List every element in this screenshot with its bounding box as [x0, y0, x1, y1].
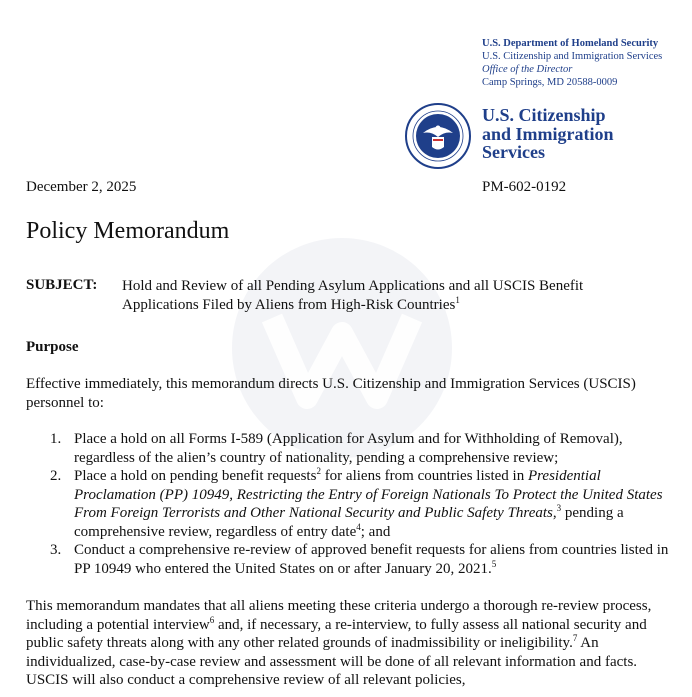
- office-name: Office of the Director: [482, 64, 573, 75]
- wordmark-line-1: U.S. Citizenship: [482, 105, 606, 125]
- footnote-ref[interactable]: 4: [356, 521, 361, 532]
- footnote-ref[interactable]: 3: [556, 503, 562, 513]
- list-number: 2.: [50, 468, 62, 484]
- list-item: [26, 467, 676, 541]
- memo-number: PM-602-0192: [482, 179, 567, 195]
- purpose-heading: Purpose: [26, 339, 79, 355]
- list-item: [26, 541, 676, 578]
- footnote-ref[interactable]: 5: [491, 558, 497, 569]
- list-item: [26, 430, 676, 467]
- subject-text: [122, 277, 662, 315]
- uscis-wordmark: [482, 106, 614, 162]
- page-title: Policy Memorandum: [26, 218, 230, 244]
- dhs-seal-icon: [405, 103, 471, 169]
- paragraph-text: and, if necessary, a re-interview, to fully assess all national security and public safety threats along with any other related grounds of inadmissibility or ineligibility.: [26, 616, 647, 651]
- wordmark-line-3: Services: [482, 142, 545, 162]
- list-number: 3.: [50, 542, 62, 558]
- list-item-text: Place a hold on all Forms I-589 (Application for Asylum and for Withholding of Removal), regardless of the alien’s country of nationality, pending a comprehensive review;: [74, 431, 623, 466]
- paragraph-text: An individualized, case-by-case review and assessment will be done of all relevant information and facts. USCIS will also conduct a comprehensive review of all relevant policies,: [26, 635, 638, 688]
- agency-address-block: [482, 37, 662, 89]
- subject-line-2: [122, 296, 662, 315]
- list-item-text: pending a comprehensive review, regardless of entry date: [74, 505, 624, 540]
- footnote-ref[interactable]: 2: [316, 466, 321, 476]
- list-item-text: ,: [552, 505, 557, 521]
- footnote-ref[interactable]: 6: [209, 614, 215, 625]
- paragraph-text: This memorandum mandates that all aliens meeting these criteria undergo a thorough re-review process, including a potential interview: [26, 598, 652, 633]
- wordmark-line-2: and Immigration: [482, 123, 614, 144]
- memo-date: December 2, 2025: [26, 179, 137, 195]
- list-item-text: ; and: [360, 523, 391, 540]
- subject-label: SUBJECT:: [26, 277, 98, 293]
- proclamation-title: Presidential Proclamation (PP) 10949, Restricting the Entry of Foreign Nationals To Protect the United States From Foreign Terrorists and Other National Security and Public Safety Threats: [74, 468, 663, 521]
- directive-list: [26, 430, 676, 578]
- watermark-logo: [232, 238, 452, 458]
- agency-full-name: U.S. Citizenship and Immigration Services: [482, 51, 663, 62]
- purpose-intro: Effective immediately, this memorandum directs U.S. Citizenship and Immigration Services (USCIS) personnel to:: [26, 376, 636, 411]
- department-name: U.S. Department of Homeland Security: [482, 38, 659, 49]
- list-number: 1.: [50, 431, 62, 447]
- list-item-text: Place a hold on pending benefit requests: [74, 468, 317, 484]
- footnote-ref[interactable]: 7: [572, 633, 578, 643]
- list-item-text: Conduct a comprehensive re-review of approved benefit requests for aliens from countries listed in PP 10949 who entered the United States on or after January 20, 2021.: [74, 542, 669, 577]
- footnote-ref[interactable]: 1: [455, 295, 460, 305]
- subject-line-1: Hold and Review of all Pending Asylum Applications and all USCIS Benefit: [122, 278, 584, 294]
- agency-address: Camp Springs, MD 20588-0009: [482, 77, 618, 88]
- list-item-text: for aliens from countries listed in: [320, 468, 528, 484]
- subject-line-2-text: Applications Filed by Aliens from High-Risk Countries: [122, 297, 456, 313]
- closing-paragraph: [26, 597, 676, 690]
